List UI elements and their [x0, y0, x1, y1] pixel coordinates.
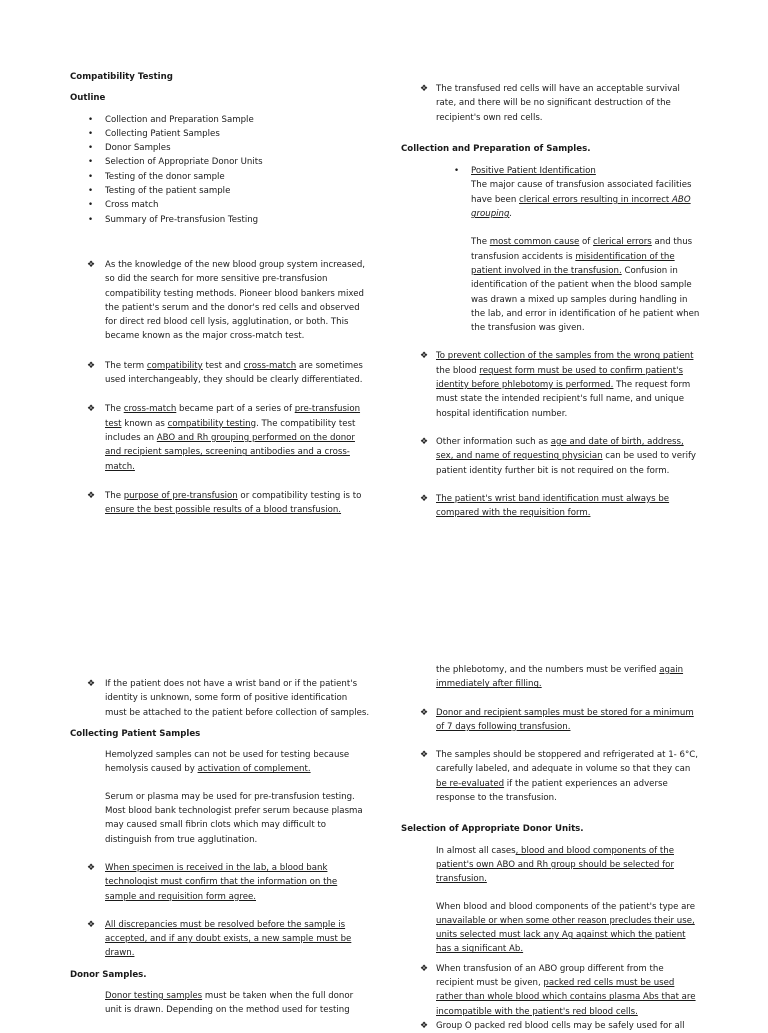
diamond-bullet-icon: ❖ [420, 351, 429, 362]
paragraph-specimen-received: ❖ When specimen is received in the lab, a blood bank technologist must confirm that the information on the sample and requisition form agree. [87, 862, 338, 902]
paragraph-term-definition: ❖ The term compatibility test and cross-match are sometimes used interchangeably, they should be clearly differentiated. [87, 360, 363, 386]
section-heading: Selection of Appropriate Donor Units. [401, 824, 584, 835]
paragraph-prevent-wrong-patient: ❖ To prevent collection of the samples from the wrong patient the blood request form must be used to confirm patient's identity before phlebotomy is performed. The request form must state the intended recipient's full name, and unique hospital identification number. [420, 351, 694, 419]
paragraph-no-wrist-band: ❖ If the patient does not have a wrist band or if the patient's identity is unknown, some form of positive identification must be attached to the patient before collection of samples. [87, 679, 370, 718]
outline-item: • Donor Samples [70, 141, 370, 155]
paragraph-wrist-band: ❖ The patient's wrist band identification must always be compared with the requisition form. [420, 493, 670, 519]
diamond-bullet-icon: ❖ [87, 490, 96, 501]
diamond-bullet-icon: ❖ [420, 963, 429, 974]
diamond-bullet-icon: ❖ [420, 436, 429, 447]
diamond-bullet-icon: ❖ [420, 84, 429, 94]
paragraph-hemolyzed: Hemolyzed samples can not be used for testing because hemolysis caused by activation of complement. [105, 750, 350, 775]
paragraph-same-group: In almost all cases, blood and blood components of the patient's own ABO and Rh group should be selected for transfusion. [436, 845, 674, 885]
paragraph-purpose: ❖ The purpose of pre-transfusion or compatibility testing is to ensure the best possible results of a blood transfusion. [87, 490, 362, 516]
paragraph-refrigeration: ❖ The samples should be stoppered and refrigerated at 1- 6°C, carefully labeled, and adequate in volume so that they can be re-evaluated if the patient experiences an adverse response to the transfusion. [420, 750, 698, 804]
diamond-bullet-icon: ❖ [420, 1020, 429, 1031]
paragraph-storage: ❖ Donor and recipient samples must be stored for a minimum of 7 days following transfusion. [420, 707, 694, 732]
page2-left-column [70, 677, 370, 1018]
diamond-bullet-icon: ❖ [87, 919, 96, 930]
paragraph-donor-testing: Donor testing samples must be taken when the full donor unit is drawn. Depending on the method used for testing [105, 991, 354, 1016]
diamond-bullet-icon: ❖ [87, 862, 96, 873]
page1-left-column [70, 70, 370, 517]
sub-bullet: • Positive Patient Identification [401, 164, 701, 178]
outline-item: • Collection and Preparation Sample [70, 113, 370, 127]
diamond-bullet-icon: ❖ [87, 404, 96, 415]
sub-paragraph-major-cause: The major cause of transfusion associated facilities have been clerical errors resulting in incorrect ABO grouping. [471, 180, 692, 220]
section-heading: Collecting Patient Samples [70, 728, 201, 739]
outline-list [70, 113, 370, 227]
paragraph-other-information: ❖ Other information such as age and date of birth, address, sex, and name of requesting physician can be used to verify patient identity further bit is not required on the form. [420, 436, 696, 476]
diamond-bullet-icon: ❖ [420, 750, 429, 761]
paragraph-cross-match-history: ❖ As the knowledge of the new blood group system increased, so did the search for more sensitive pre-transfusion compatibility testing methods. Pioneer blood bankers mixed the patient's serum and the donor's red cells and observed for direct red blood cell lysis, agglutination, or both. This became known as the major cross-match test. [87, 259, 366, 342]
outline-item: • Testing of the donor sample [70, 170, 370, 184]
paragraph-compatibility-testing: ❖ The cross-match became part of a series of pre-transfusion test known as compatibility testing. The compatibility test includes an ABO and Rh grouping performed on the donor and recipient samples, screening antibodies and a cross-match. [87, 404, 361, 472]
paragraph-discrepancies: ❖ All discrepancies must be resolved before the sample is accepted, and if any doubt exists, a new sample must be drawn. [87, 919, 352, 959]
sub-paragraph-most-common-cause: The most common cause of clerical errors and thus transfusion accidents is misidentification of the patient involved in the transfusion. Confusion in identification of the patient when the blood sample was drawn a mixed up samples during handling in the lab, and error in identification of he patient when the transfusion was given. [471, 237, 700, 334]
paragraph-continuation: the phlebotomy, and the numbers must be verified again immediately after filling. [436, 665, 684, 690]
diamond-bullet-icon: ❖ [420, 493, 429, 504]
diamond-bullet-icon: ❖ [87, 679, 96, 689]
page1-right-column [401, 82, 701, 520]
diamond-bullet-icon: ❖ [87, 259, 96, 270]
diamond-bullet-icon: ❖ [420, 707, 429, 718]
outline-heading: Outline [70, 93, 106, 104]
paragraph-unavailable: When blood and blood components of the patient's type are unavailable or when some other reason precludes their use, units selected must lack any Ag against which the patient has a significant Ab. [436, 901, 696, 955]
outline-item: • Cross match [70, 198, 370, 212]
outline-item: • Collecting Patient Samples [70, 127, 370, 141]
paragraph-survival-rate: ❖ The transfused red cells will have an acceptable survival rate, and there will be no significant destruction of the recipient's own red cells. [420, 84, 680, 123]
section-heading: Collection and Preparation of Samples. [401, 143, 591, 154]
section-heading: Donor Samples. [70, 969, 147, 980]
paragraph-different-abo: ❖ When transfusion of an ABO group different from the recipient must be given, packed red cells must be used rather than whole blood which contains plasma Abs that are incompatible with the patient's red blood cells. [420, 963, 696, 1017]
document-title: Compatibility Testing [70, 72, 173, 82]
paragraph-group-o: ❖ Group O packed red blood cells may be safely used for all [401, 1019, 701, 1033]
outline-item: • Selection of Appropriate Donor Units [70, 155, 370, 169]
outline-item: • Testing of the patient sample [70, 184, 370, 198]
diamond-bullet-icon: ❖ [87, 360, 96, 371]
paragraph-serum-plasma: Serum or plasma may be used for pre-transfusion testing. Most blood bank technologist prefer serum because plasma may caused small fibrin clots which may difficult to distinguish from true agglutination. [105, 791, 363, 845]
page2-right-column [401, 663, 701, 1033]
outline-item: • Summary of Pre-transfusion Testing [70, 213, 370, 227]
